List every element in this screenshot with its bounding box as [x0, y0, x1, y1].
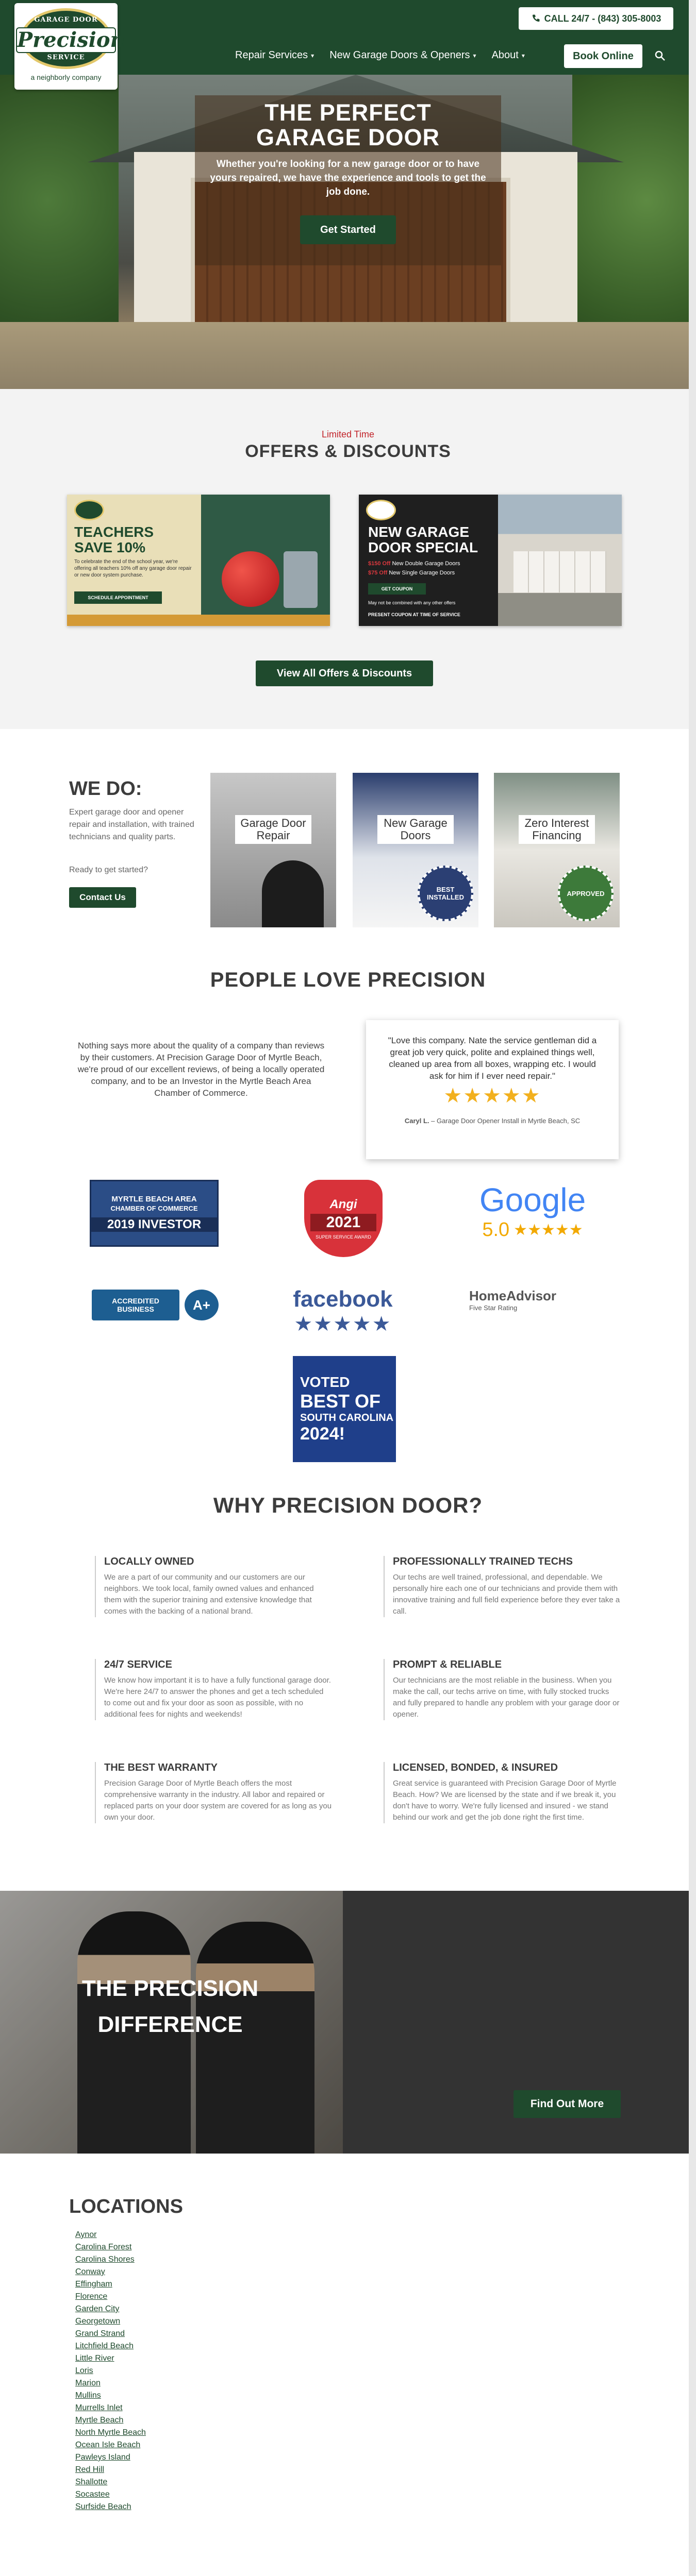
hero-title: [195, 100, 501, 150]
badge-text: Angi: [329, 1197, 357, 1211]
coupon-line-text: New Double Garage Doors: [392, 561, 460, 567]
location-link[interactable]: Florence: [75, 2292, 108, 2301]
apple-image: [222, 551, 279, 607]
tile-caption: New Garage Doors: [377, 815, 454, 844]
badge-text: ACCREDITED: [112, 1297, 159, 1305]
badge-text: 2019 INVESTOR: [91, 1217, 217, 1232]
site-logo[interactable]: [14, 3, 125, 90]
chevron-down-icon: ▾: [473, 52, 476, 59]
why-item: [95, 1659, 332, 1720]
tile-garage-door-repair[interactable]: [210, 773, 336, 927]
difference-title-line: THE PRECISION: [81, 1976, 259, 2001]
why-item: [95, 1556, 332, 1617]
difference-title-line: DIFFERENCE: [97, 2012, 243, 2037]
why-item-text: We are a part of our community and our customers are our neighbors. We took local, family owned values and enhanced them with the superior training and extensive knowledge that comes with the backing of a national brand.: [104, 1573, 314, 1616]
why-item-title: THE BEST WARRANTY: [104, 1762, 218, 1773]
why-item-text: Our techs are well trained, professional, and dependable. We personally hire each one of our technicians and provide them with innovative training and full field experience before they ever take a call.: [393, 1573, 620, 1616]
badge-text: SOUTH CAROLINA: [300, 1412, 394, 1423]
nav-label: New Garage Doors & Openers: [329, 49, 470, 61]
location-link[interactable]: Ocean Isle Beach: [75, 2441, 141, 2449]
location-link[interactable]: Effingham: [75, 2280, 112, 2289]
badge-text: MYRTLE BEACH AREA: [111, 1195, 197, 1204]
why-item-title: LICENSED, BONDED, & INSURED: [393, 1762, 558, 1773]
book-online-button[interactable]: Book Online: [564, 44, 642, 68]
badge-text: facebook: [293, 1286, 393, 1312]
nav-label: Repair Services: [235, 49, 308, 61]
nav-about[interactable]: [492, 49, 525, 61]
wedo-title: WE DO:: [69, 778, 142, 800]
find-out-more-button[interactable]: Find Out More: [513, 2090, 621, 2118]
people-title: PEOPLE LOVE PRECISION: [210, 969, 486, 991]
contact-us-button[interactable]: Contact Us: [69, 887, 136, 908]
location-link[interactable]: Shallotte: [75, 2478, 108, 2486]
location-link[interactable]: Garden City: [75, 2304, 120, 2313]
logo-bottom-text: SERVICE: [47, 54, 85, 61]
get-coupon-button[interactable]: GET COUPON: [368, 583, 426, 595]
why-item: [384, 1762, 621, 1823]
hero-title-line: GARAGE DOOR: [256, 124, 440, 150]
technician-image: [262, 860, 324, 927]
phone-icon: [531, 14, 540, 23]
badge-text: 2021: [310, 1214, 376, 1231]
why-item-text: Our technicians are the most reliable in the business. When you make the call, our techs arrive on time, with fully stocked trucks and fully prepared to handle any problem with your garage door or opener.: [393, 1676, 620, 1719]
badge-text: Five Star Rating: [469, 1304, 518, 1312]
bbb-badge[interactable]: [91, 1286, 220, 1324]
tile-new-garage-doors[interactable]: [353, 773, 478, 927]
coupon-amount: $75 Off: [368, 570, 388, 576]
coupon-title: NEW GARAGE DOOR SPECIAL: [368, 524, 478, 555]
badge-text: 2024!: [300, 1424, 345, 1444]
badge-text: ★★★★★: [294, 1313, 392, 1335]
why-item: [384, 1659, 621, 1720]
location-link[interactable]: Pawleys Island: [75, 2453, 130, 2462]
schedule-appointment-button[interactable]: SCHEDULE APPOINTMENT: [74, 591, 162, 604]
badge-text: Google: [479, 1181, 586, 1218]
coupon-body: To celebrate the end of the school year, we're offering all teachers 10% off any garage door repair or new door system purchase.: [74, 559, 192, 578]
location-link[interactable]: Loris: [75, 2366, 93, 2375]
coupon-logo: [366, 500, 396, 520]
why-item: [95, 1762, 332, 1823]
main-nav: [235, 49, 525, 61]
location-link[interactable]: Red Hill: [75, 2465, 105, 2474]
call-label: CALL 24/7 - (843) 305-8003: [544, 13, 661, 24]
review-author-name: Caryl L.: [404, 1117, 429, 1125]
location-link[interactable]: Murrells Inlet: [75, 2403, 123, 2412]
location-link[interactable]: Mullins: [75, 2391, 101, 2400]
pencil-cup-image: [284, 551, 318, 608]
location-link[interactable]: Carolina Shores: [75, 2255, 135, 2264]
location-link[interactable]: Litchfield Beach: [75, 2342, 134, 2350]
wedo-text: Expert garage door and opener repair and installation, with trained technicians and quality parts.: [69, 808, 194, 841]
hero-driveway: [0, 322, 696, 389]
chevron-down-icon: ▾: [311, 52, 314, 59]
call-button[interactable]: [519, 7, 673, 30]
badge-text: 5.0: [482, 1218, 510, 1241]
offers-eyebrow: Limited Time: [321, 429, 375, 439]
nav-new-doors[interactable]: [329, 49, 476, 61]
why-item-text: Precision Garage Door of Myrtle Beach offers the most comprehensive warranty in the industry. All labor and repaired or replaced parts on your door system are covered for as long as you own your door.: [104, 1779, 332, 1822]
coupon-line: [368, 561, 492, 567]
location-link[interactable]: North Myrtle Beach: [75, 2428, 146, 2437]
coupon-title: TEACHERS SAVE 10%: [74, 524, 154, 555]
google-rating-badge[interactable]: [468, 1175, 597, 1247]
new-door-coupon[interactable]: [359, 495, 622, 626]
location-link[interactable]: Surfside Beach: [75, 2502, 131, 2511]
ruler-image: [67, 615, 330, 626]
review-card: [366, 1020, 619, 1159]
coupon-note: May not be combined with any other offers: [368, 600, 456, 605]
why-item-title: PROMPT & RELIABLE: [393, 1659, 502, 1670]
location-link[interactable]: Socastee: [75, 2490, 110, 2499]
location-link[interactable]: Little River: [75, 2354, 114, 2363]
coupon-line: [368, 570, 492, 576]
locations-list: [75, 2229, 146, 2513]
homeadvisor-badge[interactable]: [469, 1283, 599, 1317]
offers-section: [0, 389, 696, 729]
why-item: [384, 1556, 621, 1617]
location-link[interactable]: Grand Strand: [75, 2329, 125, 2338]
angi-award-badge[interactable]: [304, 1180, 383, 1257]
tile-caption: Garage Door Repair: [235, 815, 311, 844]
badge-text: BEST OF: [300, 1391, 381, 1412]
bbb-accredited-block: [92, 1290, 179, 1320]
chamber-investor-badge[interactable]: [90, 1180, 219, 1247]
page-scrollbar[interactable]: [689, 0, 696, 2576]
location-link[interactable]: Conway: [75, 2267, 105, 2276]
offers-title: OFFERS & DISCOUNTS: [245, 442, 451, 461]
review-author: [366, 1117, 619, 1125]
coupon-logo: [74, 500, 104, 520]
search-icon[interactable]: [654, 49, 666, 62]
garage-house-image: [498, 495, 622, 626]
bbb-grade: A+: [185, 1290, 219, 1320]
review-author-detail: – Garage Door Opener Install in Myrtle Beach, SC: [429, 1117, 581, 1125]
logo-sub-text: a neighborly company: [30, 73, 102, 81]
coupon-footer: PRESENT COUPON AT TIME OF SERVICE: [368, 612, 460, 617]
facebook-rating-badge[interactable]: [278, 1281, 407, 1342]
difference-title: [62, 1971, 278, 2043]
location-link[interactable]: Marion: [75, 2379, 101, 2387]
why-item-title: LOCALLY OWNED: [104, 1556, 194, 1567]
tile-zero-interest-financing[interactable]: [494, 773, 620, 927]
approved-seal: APPROVED: [558, 866, 614, 921]
logo-top-text: GARAGE DOOR: [34, 16, 98, 24]
teachers-coupon[interactable]: [67, 495, 330, 626]
logo-oval: [17, 8, 125, 69]
why-title: WHY PRECISION DOOR?: [213, 1493, 483, 1517]
view-all-offers-button[interactable]: View All Offers & Discounts: [256, 660, 433, 686]
people-text: Nothing says more about the quality of a company than reviews by their customers. At Precision Garage Door of Myrtle Beach, we're proud of our excellent reviews, of being a locally operated company, and to be an Investor in the Myrtle Beach Area Chamber of Commerce.: [77, 1041, 325, 1098]
review-stars: ★★★★★: [443, 1084, 541, 1107]
site-header: [0, 0, 696, 81]
badge-text: SUPER SERVICE AWARD: [316, 1234, 371, 1240]
location-link[interactable]: Georgetown: [75, 2317, 121, 2326]
why-item-text: We know how important it is to have a fully functional garage door. We're here 24/7 to answer the phones and get a tech scheduled to come out and fix your door as soon as possible, with no additional fees for nights and weekends!: [104, 1676, 331, 1719]
get-started-button[interactable]: Get Started: [300, 215, 396, 244]
tile-caption: Zero Interest Financing: [519, 815, 595, 844]
badge-text: ★★★★★: [513, 1221, 583, 1239]
logo-main-text: Precision: [17, 28, 125, 52]
coupon-amount: $150 Off: [368, 561, 391, 567]
wedo-ready: Ready to get started?: [69, 866, 148, 874]
locations-title: LOCATIONS: [69, 2196, 183, 2217]
google-rating-row: [482, 1219, 583, 1241]
why-item-title: 24/7 SERVICE: [104, 1659, 172, 1670]
badge-text: VOTED: [300, 1374, 350, 1390]
review-quote: "Love this company. Nate the service gentleman did a great job very quick, polite and explained things well, cleaned up area from all boxes, wrapping etc. I would ask for him if I ever need repair.": [388, 1036, 597, 1081]
badge-text: HomeAdvisor: [469, 1288, 557, 1303]
best-of-sc-badge[interactable]: [293, 1356, 396, 1462]
why-item-text: Great service is guaranteed with Precision Garage Door of Myrtle Beach. How? We are licensed by the state and if we break it, you don't have to worry. We're fully licensed and insured - we stand behind our work and get the job done right the first time.: [393, 1779, 617, 1822]
best-installed-seal: BEST INSTALLED: [418, 866, 473, 921]
why-item-title: PROFESSIONALLY TRAINED TECHS: [393, 1556, 573, 1567]
badge-text: BUSINESS: [117, 1305, 154, 1313]
chevron-down-icon: ▾: [521, 52, 525, 59]
hero-title-line: THE PERFECT: [264, 99, 432, 126]
hero-subtitle: Whether you're looking for a new garage door or to have yours repaired, we have the experience and tools to get the job done.: [210, 159, 486, 197]
location-link[interactable]: Myrtle Beach: [75, 2416, 124, 2425]
coupon-line-text: New Single Garage Doors: [389, 570, 455, 576]
location-link[interactable]: Carolina Forest: [75, 2243, 132, 2251]
nav-label: About: [491, 49, 519, 61]
nav-repair-services[interactable]: [235, 49, 314, 61]
location-link[interactable]: Aynor: [75, 2230, 97, 2239]
badge-text: CHAMBER OF COMMERCE: [110, 1205, 198, 1212]
